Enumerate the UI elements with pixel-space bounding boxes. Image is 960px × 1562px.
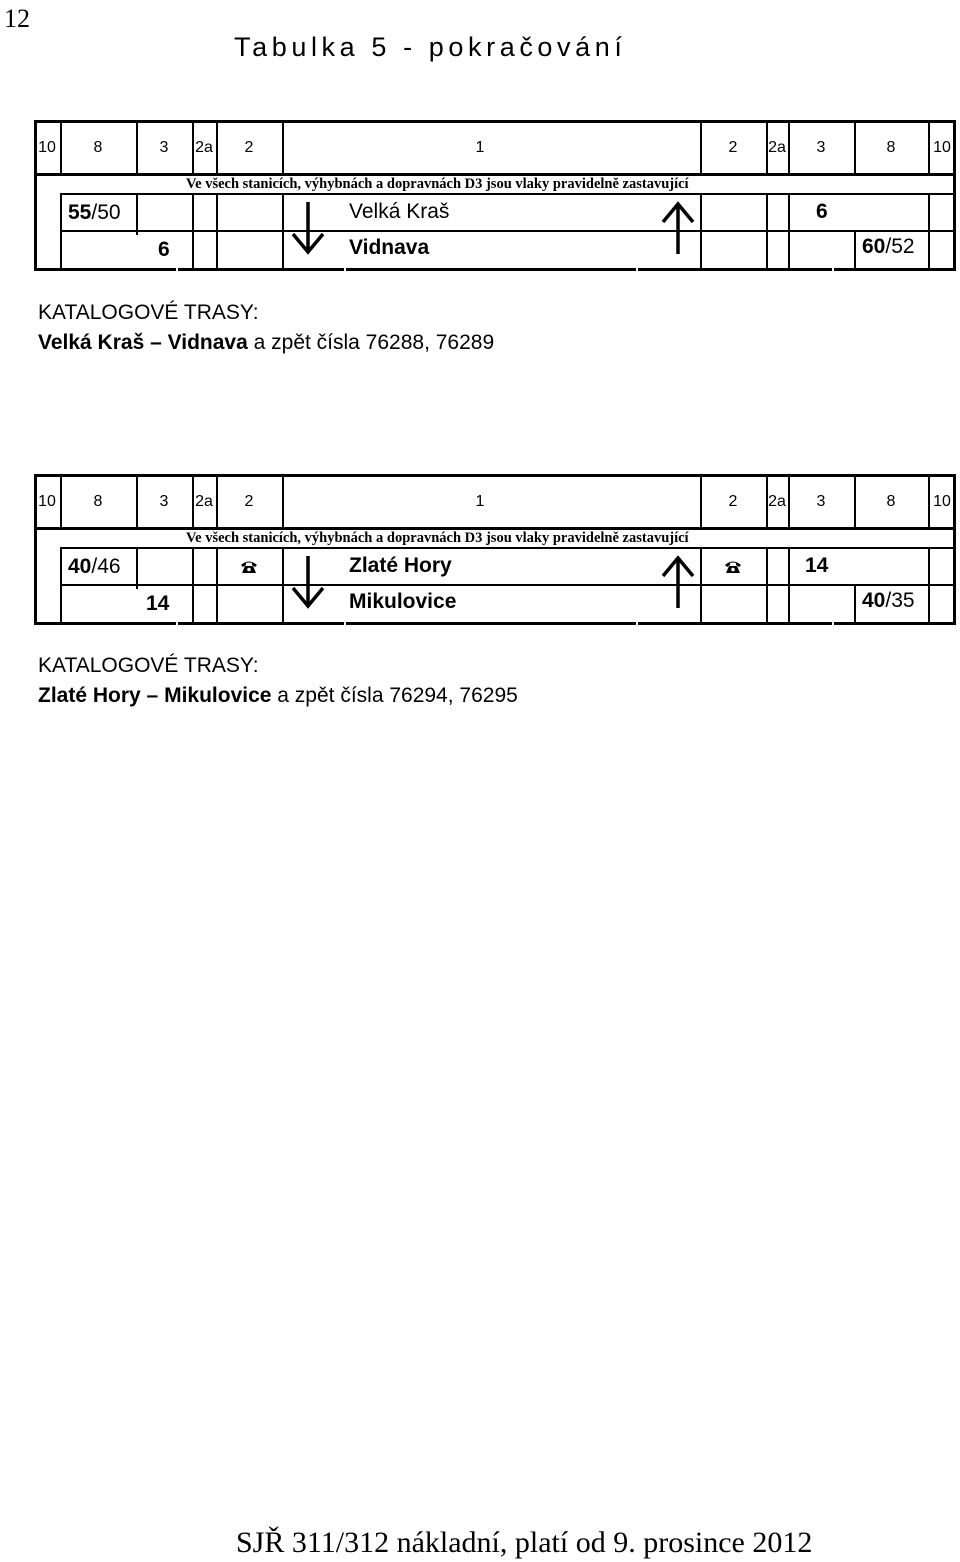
bottom-gap xyxy=(344,622,346,625)
header-track-number: 2a xyxy=(195,493,213,510)
header-track-number: 10 xyxy=(38,139,56,156)
bottom-gap xyxy=(832,622,834,625)
header-column-line xyxy=(136,474,138,529)
route-to: Vidnava xyxy=(167,331,248,354)
right-platform-length: 14 xyxy=(805,554,829,577)
middle-row-line xyxy=(60,230,953,232)
middle-row-line xyxy=(60,584,953,586)
arrow-up-icon xyxy=(660,554,696,615)
route-to: Mikulovice xyxy=(164,684,272,707)
header-track-number: 2a xyxy=(768,493,786,510)
header-column-line xyxy=(136,120,138,175)
body-column-line xyxy=(854,584,856,624)
header-track-number: 2 xyxy=(244,139,254,156)
catalog-section-1 xyxy=(38,298,494,358)
right-load-main: 60 xyxy=(862,235,886,258)
header-column-line xyxy=(282,474,284,529)
left-platform-length: 14 xyxy=(146,592,170,615)
stopping-note: Ve všech stanicích, výhybnách a dopravnách D3 jsou vlaky pravidelně zastavující xyxy=(186,530,689,546)
left-load xyxy=(68,202,121,223)
arrow-up-icon xyxy=(660,200,696,261)
header-column-line xyxy=(282,120,284,175)
catalog-section-2 xyxy=(38,651,518,711)
body-column-line xyxy=(854,230,856,270)
header-column-line xyxy=(700,474,702,529)
header-track-number: 1 xyxy=(475,493,485,510)
header-column-line xyxy=(854,474,856,529)
header-track-number: 2a xyxy=(768,139,786,156)
header-column-line xyxy=(854,120,856,175)
header-track-number: 3 xyxy=(816,139,826,156)
table-border-top xyxy=(34,120,956,123)
header-track-number: 3 xyxy=(816,493,826,510)
bottom-gap xyxy=(636,622,638,625)
table-border-bottom xyxy=(34,268,956,271)
right-platform-length: 6 xyxy=(816,200,828,223)
header-track-number: 1 xyxy=(475,139,485,156)
header-track-number: 2a xyxy=(195,139,213,156)
left-load-rest: /46 xyxy=(91,555,121,578)
catalog-heading: KATALOGOVÉ TRASY: xyxy=(38,301,259,324)
bottom-gap xyxy=(832,268,834,271)
page-number: 12 xyxy=(4,4,30,33)
header-track-number: 2 xyxy=(728,139,738,156)
header-track-number: 10 xyxy=(38,493,56,510)
route-numbers: a zpět čísla 76288, 76289 xyxy=(247,331,495,354)
catalog-heading: KATALOGOVÉ TRASY: xyxy=(38,654,259,677)
route-from: Velká Kraš xyxy=(38,331,145,354)
header-track-number: 8 xyxy=(886,139,896,156)
bottom-gap xyxy=(344,268,346,271)
header-track-number: 10 xyxy=(933,493,951,510)
station-bottom: Vidnava xyxy=(349,236,430,259)
left-load-main: 55 xyxy=(68,201,92,224)
header-track-number: 8 xyxy=(93,139,103,156)
track-table-1 xyxy=(0,120,960,272)
bottom-gap xyxy=(636,268,638,271)
arrow-down-icon xyxy=(290,200,326,261)
telephone-icon xyxy=(240,559,258,580)
route-dash: – xyxy=(150,331,162,354)
route-from: Zlaté Hory xyxy=(38,684,141,707)
left-load-rest: /50 xyxy=(91,201,121,224)
body-column-line xyxy=(136,547,138,589)
header-track-number: 2 xyxy=(728,493,738,510)
header-track-number: 8 xyxy=(93,493,103,510)
right-load-main: 40 xyxy=(862,589,886,612)
right-load-rest: /35 xyxy=(885,589,915,612)
table-border-top xyxy=(34,474,956,477)
table-border-bottom xyxy=(34,622,956,625)
header-column-line xyxy=(700,120,702,175)
route-numbers: a zpět čísla 76294, 76295 xyxy=(271,684,518,707)
body-column-line xyxy=(136,193,138,235)
left-platform-length: 6 xyxy=(158,238,170,261)
track-table-2 xyxy=(0,474,960,626)
catalog-route xyxy=(38,328,494,358)
header-track-number: 10 xyxy=(933,139,951,156)
header-track-number: 8 xyxy=(886,493,896,510)
left-load-main: 40 xyxy=(68,555,92,578)
bottom-gap xyxy=(176,268,178,271)
right-load-rest: /52 xyxy=(885,235,915,258)
arrow-down-icon xyxy=(290,554,326,615)
right-load xyxy=(862,236,915,257)
station-bottom: Mikulovice xyxy=(349,590,457,613)
left-load xyxy=(68,556,121,577)
bottom-gap xyxy=(176,622,178,625)
header-track-number: 3 xyxy=(159,493,169,510)
footer-text: SJŘ 311/312 nákladní, platí od 9. prosince 2012 xyxy=(236,1526,813,1559)
station-top: Velká Kraš xyxy=(349,200,450,223)
right-load xyxy=(862,590,915,611)
header-track-number: 2 xyxy=(244,493,254,510)
route-dash: – xyxy=(146,684,159,707)
telephone-icon xyxy=(724,559,742,580)
stopping-note: Ve všech stanicích, výhybnách a dopravnách D3 jsou vlaky pravidelně zastavující xyxy=(186,176,689,192)
header-track-number: 3 xyxy=(159,139,169,156)
page-title: Tabulka 5 - pokračování xyxy=(234,32,627,62)
catalog-route xyxy=(38,681,518,711)
station-top: Zlaté Hory xyxy=(349,554,452,577)
